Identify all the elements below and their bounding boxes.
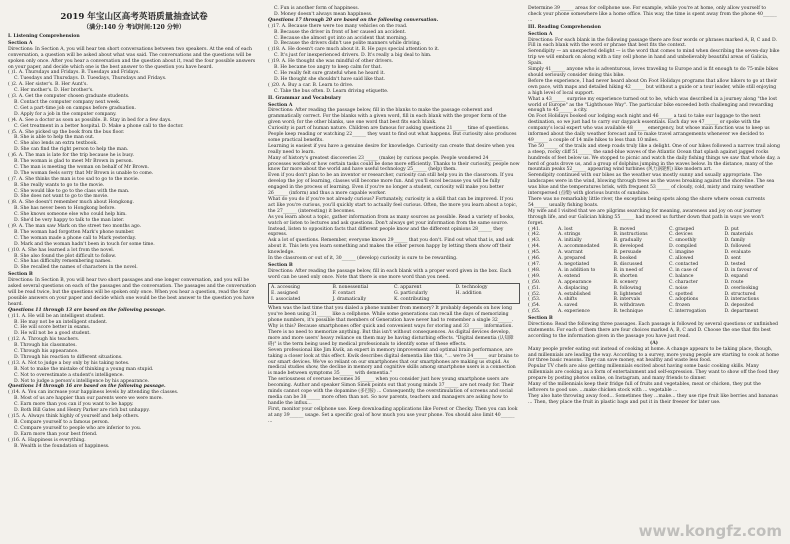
column-right <box>528 6 780 406</box>
cloze-option: D. route <box>724 279 744 285</box>
section-heading: Section B <box>8 272 33 278</box>
directions: Directions: In Section B, you will hear two short passages and one longer conversation, and you will be asked several questions on each of the passages and the conversation. The passages and the conversation will be read twice, but the questions will be spoken only once. When you hear a question, read the four possible answers on your paper and decide which one would be the best answer to the question you have heard. <box>8 278 257 307</box>
cloze-option: D. structured <box>724 291 756 297</box>
passage-paragraph: On Foot Holidays booked our lodging each night and 46______ a taxi to take our luggage to the next destination, so we just had to carry our daypack essentials. Each day we 47______ or spoke with the company's local expert who was available 48______ emergency, but whose main function was to keep us informed about the daily weather forecast and to make travel arrangements whenever we decided to 49______ a couple of 14 mile hikes to less than 10 miles. <box>528 114 770 143</box>
question: ( )19. A. He thought she was mindful of other drivers. <box>268 59 394 65</box>
cloze-option: D. department <box>724 309 759 315</box>
question: ( )7. A. She thinks the man is too sad to go to the movie. <box>8 176 140 182</box>
question: ( )5. A. She picked up the book from the bus floor. <box>8 129 125 135</box>
cloze-option: B. moved <box>613 226 636 232</box>
cloze-option: C. spotted <box>669 291 693 297</box>
cloze-option: D. family <box>724 238 746 244</box>
question: ( )11. A. He will be an intelligent student. <box>8 313 105 319</box>
passage-paragraph: When was the last time that you dialed a phone number from memory? It probably depends on how long you've been using 31______ like a cellphone. While some generations can recall the days of memorizing phone numbers, it's possible that members of Generation have never had to remember a single 32______. Why is this? Because smartphones offer quick and convenient ways for storing and 33______ information. <box>268 306 514 330</box>
option: C. Tuesdays and Thursdays. D. Tuesdays, Thursdays and Fridays. <box>14 76 167 82</box>
question: ( )8. A. She doesn't remember much about Hongkong. <box>8 200 134 206</box>
cloze-option: A. shifts <box>558 297 577 303</box>
cloze-option: A. lost <box>558 226 573 232</box>
section-heading: Section B <box>528 316 553 322</box>
cloze-option: D. interactions <box>724 297 759 303</box>
cloze-option: B. intervals <box>613 297 641 303</box>
question: ( )9. A. The man saw Mark on the street two months ago. <box>8 224 142 229</box>
option: D. She can find the right person to help the man. <box>14 147 129 153</box>
cloze-option: D. put <box>724 226 739 232</box>
cloze-question-number: ( )41. <box>528 226 541 232</box>
question: ( )1. A. Thursdays and Fridays. B. Tuesdays and Fridays. <box>8 70 140 76</box>
cloze-option: C. contacted <box>669 261 699 267</box>
passage-paragraph: Many of history's greatest discoveries 23______ (make) by curious people. People wondered 24______ processes worked or how certain tasks could be done more efficiently. Thanks to their curiosity, people now know far more about the world and have useful technology 25______ (help) them. <box>268 155 520 173</box>
word-box-item: G. particularly <box>394 290 428 296</box>
cloze-option: D. materials <box>724 232 753 238</box>
option: D. She does not want to go to the movie. <box>14 194 109 200</box>
cloze-question-number: ( )46. <box>528 256 541 262</box>
question: ( )3. A. Get the computer chosen graduate students. <box>8 94 130 100</box>
cloze-question-number: ( )49. <box>528 273 541 279</box>
cloze-question-number: ( )51. <box>528 285 541 291</box>
word-box-item: J. dramatically <box>332 296 367 302</box>
cloze-question-number: ( )47. <box>528 261 541 267</box>
option: D. Earn more than your best friend. <box>14 431 98 437</box>
passage-paragraph: Before the experience, I had never heard about On Foot Holidays programs that allow hikers to go at their own pace, with maps and detailed hiking 42______ but without a guide or a tour leader, while still enjoying a high level of local support. <box>528 78 777 96</box>
cloze-option: D. sent <box>724 256 741 262</box>
cloze-option: A. appearance <box>558 279 592 285</box>
cloze-question-number: ( )43. <box>528 238 541 244</box>
passage-paragraph: Many people prefer eating out instead of cooking at home. A change appears to be taking place, though, and millennials are leading the way. According to a survey, more young people are starting to cook at home for three basic reasons. They can save money, eat healthy and waste less food. <box>528 346 779 364</box>
option: B. Through his classmates. <box>14 343 77 349</box>
option: D. Apply for a job in the computer company. <box>14 111 117 117</box>
directions: Directions: For each blank in the following passage there are four words or phrases marked A, B, C and D. Fill in each blank with the word or phrase that best fits the context. <box>528 37 777 49</box>
option: D. Not to judge a person's intelligence by his appearance. <box>14 378 149 384</box>
passage-paragraph: Many of the millennials keep their fridge full of fruits and vegetables, meat or chicken, they put the leftovers to good use. ...make chicken stock with ... vegetable ... <box>528 382 761 393</box>
passage-paragraph: In the classroom or out of it, 30______ (develop) curiosity is sure to be rewarding. <box>268 256 458 262</box>
cloze-options-table <box>528 227 780 316</box>
passage-paragraph: They also hate throwing away food... Sometimes they ...make... they use ripe fruit like berries and bananas ... Then, they place the fruit in plastic bags and put it in their freezer for later use. <box>528 393 778 405</box>
cloze-option: B. lightened <box>613 291 642 297</box>
option: C. Because she almost got into an accident that morning. <box>274 35 408 41</box>
cloze-option: C. devices <box>669 232 693 238</box>
option: D. The woman feels sorry that Mr Brown is unable to come. <box>14 170 154 176</box>
column-middle <box>268 6 520 425</box>
passage-paragraph: Serendipity continued with our bikes as the weather was mostly sunny and usually appropriate. The landscapes were in the wind, blowing through trees as the waves breaking against the shoreline. The sea was blue and the temperatures brisk, with frequent 53______ of cloudy, cold, misty and rainy weather interspersed (点缀) with glorious bursts of sunshine. <box>528 173 775 197</box>
word-box-item: C. apparent <box>394 284 422 290</box>
watermark: www.kongfz.com <box>638 522 782 540</box>
exam-subtitle: （满分:140 分 考试时间:120 分钟） <box>83 24 185 31</box>
cloze-option: A. in addition to <box>558 267 596 273</box>
word-box-item: D. technology <box>455 284 488 290</box>
option: B. He may not be an intelligent student. <box>14 319 108 325</box>
cloze-option: D. tested <box>724 261 746 267</box>
option: D. She recalled the names of characters in the novel. <box>14 265 138 271</box>
option: C. It's just for inexperienced drivers. D. It's really a big deal to him. <box>274 53 432 59</box>
passage-paragraph: What a 43______ surprise my experience turned out to be, which was described in a journey along "the lost world of Europe" as the "Lighthouse Way". The particular bike exceeded both challenging and rewarding enough to 45______ a city. <box>528 96 778 114</box>
option: C. Get treatment in a better hospital. D. Make a phone call to the doctor. <box>14 123 184 129</box>
question: ( )18. A. He doesn't care much about it. B. He pays special attention to it. <box>268 47 440 53</box>
section-heading: Section B <box>268 262 293 268</box>
cloze-option: C. interrogation <box>669 309 707 315</box>
option: D. Mark and the woman hadn't been in touch for some time. <box>14 241 155 247</box>
passage-label: (A) <box>650 340 658 346</box>
option: C. She knows someone else who could help him. <box>14 212 127 218</box>
section-heading: I. Listening Comprehension <box>8 34 80 39</box>
question: ( )13. A. Not to judge a boy only by his taking notes. <box>8 360 130 366</box>
option: D. She'd be very happy to talk to the man later. <box>14 218 125 224</box>
passage-paragraph: My wife and I visited that we are pilgrims searching for meaning, awareness and joy on our journey through life, and our Galician hiking 55______ had moved us further down that path in ways we won't forget. <box>528 208 764 226</box>
option: D. He will not be a good student. <box>14 331 91 337</box>
word-box-item <box>456 297 518 303</box>
question: ( )12. A. Through his teachers. <box>8 337 80 343</box>
question: ( )20. A. Buy a car. B. Learn to drive. <box>268 82 354 88</box>
option: B. She has never been to Hongkong before. <box>14 206 116 212</box>
passage-paragraph: As you learn about a topic, gather information from as many sources as possible. Read a variety of books, watch or listen to lectures and ask questions. Don't always get your information from the same source. Instead, listen to opposition facts that different people know and the different opinions 28______ they express. <box>268 214 515 238</box>
cloze-option: B. booked <box>613 256 637 262</box>
passage-paragraph: Determine 39______ areas for cellphone use. For example, while you're at home, only allow yourself to check your phone somewhere like a home office. This way, the time is spent away from the phone 40______ ... <box>528 6 777 23</box>
passage-paragraph: There is no need to memorize anything. But this isn't without consequences. As digital devices develop, more and more users' heavy reliance on them may be having disturbing effects. "Digital dementia (认知障碍)" is the term being used by medical professionals to identify some of these effects. <box>268 330 514 347</box>
section-heading: Section A <box>8 40 33 46</box>
option: C. She has difficulty remembering names. <box>14 259 112 265</box>
passage-paragraph: Popular TV chefs are also getting millennials excited about having some basic cooking skills. Many millennials are cooking as a form of entertainment and self-expression. They want to show off the food they prepare by posting photos online, on Instagram, and many friends to dinner. <box>528 364 779 382</box>
cloze-question-number: ( )53. <box>528 297 541 303</box>
question: ( )2. A. Her sister's. B. Her Aunt's. <box>8 82 88 88</box>
option: C. He really felt sure grateful when he heard it. <box>274 70 385 76</box>
cloze-option: A. negotiated <box>558 261 590 267</box>
section-heading: II. Grammar and Vocabulary <box>268 95 342 101</box>
cloze-option: B. withdrawn <box>613 303 645 309</box>
passage-paragraph: Ask a lot of questions. Remember, everyone knows 29______ that you don't. Find out what that is, and ask about it. This lets you learn something and makes the other person happy by letting them show off their knowledge. <box>268 238 514 256</box>
cloze-option: B. scenery <box>613 279 638 285</box>
option: C. Through his appearance. <box>14 349 79 355</box>
cloze-option: B. technique <box>613 309 643 315</box>
cloze-question-number: ( )48. <box>528 267 541 273</box>
cloze-question-number: ( )45. <box>528 250 541 256</box>
option: C. She also lends an extra textbook. <box>14 141 98 147</box>
option: B. Wealth is the foundation of happiness. <box>14 443 110 449</box>
cloze-option: A. initially <box>558 238 582 244</box>
option: C. Fun is another form of happiness. <box>274 6 360 11</box>
cloze-option: B. instructions <box>613 232 648 238</box>
word-box-item: I. associated <box>271 296 301 302</box>
cloze-question-number: ( )55. <box>528 309 541 315</box>
question: ( )10. A. She has learned a lot from the novel. <box>8 247 115 253</box>
option: C. The man is meeting the woman on behalf of Mr Brown. <box>14 164 150 170</box>
question: ( )6. A. The man is late for the trip because he is busy. <box>8 153 134 159</box>
passage-paragraph: First, monitor your cellphone use. Keep downloading applications like Forest or Checky. Then you can look at any 39______ usage. Set a specific goal of how much you use your phone. You should also limit 40______ ... <box>268 406 518 424</box>
question: ( )4. A. See a doctor as soon as possible. B. Stay in bed for a few days. <box>8 117 172 123</box>
directions: Directions: In Section A, you will hear ten short conversations between two speakers. At the end of each conversation, a question will be asked about what was said. The conversations and the questions will be spoken only once. After you hear a conversation and the question about it, read the four possible answers on your paper, and decide which one is the best answer to the question you have heard. <box>8 46 256 70</box>
cloze-option: A. experience <box>558 309 590 315</box>
passage-paragraph: Curiosity is part of human nature. Children are famous for asking questions 21______ time of questions. People keep reading or watching 22______ they want to find out what happens. But curiosity also produces some practical benefits. <box>268 126 517 143</box>
option: B. She is able to help the man out. <box>14 135 95 141</box>
cloze-option: C. in case of <box>669 267 698 273</box>
word-box-item: B. nonessential <box>332 284 369 290</box>
option: D. He thought she shouldn't have said like that. <box>274 76 386 82</box>
cloze-option: A. saved <box>558 303 578 309</box>
cloze-option: B. gradually <box>613 238 642 244</box>
option: C. Not to overestimate a student's intelligence. <box>14 372 124 378</box>
cloze-option: A. prepared <box>558 256 586 262</box>
cloze-question-number: ( )54. <box>528 303 541 309</box>
cloze-option: C. smoothly <box>669 238 697 244</box>
cloze-option: C. frozen <box>669 303 691 309</box>
passage-paragraph: There was no remarkably little river, the exception being spots along the shore where ocean currents 54______ usually fishing boats. <box>528 197 765 208</box>
option: B. Not to make the mistake of thinking a young man stupid. <box>14 366 154 372</box>
cloze-option: A. displacing <box>558 285 589 291</box>
option: C. Take the bus often. D. Learn driving etiquette. <box>274 88 389 94</box>
question: ( )17. A. Because there were too many vehicles on the road. <box>268 23 408 29</box>
cloze-option: C. adoptions <box>669 297 699 303</box>
section-heading: III. Reading Comprehension <box>528 24 601 30</box>
cloze-question-number: ( )42. <box>528 232 541 238</box>
cloze-option: A. established <box>558 291 591 297</box>
cloze-option: A. accommodated <box>558 244 600 250</box>
cloze-option: A. extend <box>558 273 581 279</box>
word-box <box>268 283 520 305</box>
passage-paragraph: Simply 41______ anyone who is adventurous, loves traveling to Europe and is fit enough to do 75-mile bikes should seriously consider doing this bike. <box>528 67 779 78</box>
word-box-item: K. contributing <box>394 296 430 302</box>
passage-paragraph: Even if you don't plan to be an inventor or researcher, curiosity can still help you in the classroom. If you develop the joy of learning, classes will become more fun. And you'll excel because you will be fully engaged in the process of learning. Even if you're no longer a student, curiosity will make you better 26______ (inform) and thus a more capable worker. <box>268 173 514 197</box>
option: B. Contact the computer company next week. <box>14 99 121 105</box>
option: D. Through his reaction to different situations. <box>14 354 123 360</box>
cloze-option: C. grasped <box>669 226 695 232</box>
question: ( )16. A. Happiness is everything. <box>8 437 86 443</box>
cloze-option: D. deposited <box>724 303 754 309</box>
option: D. Because the drivers didn't use polite manners while driving. <box>274 41 422 47</box>
cloze-option: D. compiled <box>669 244 697 250</box>
column-left <box>8 6 260 449</box>
cloze-option: D. evaluate <box>724 250 751 256</box>
cloze-option: A. warrant <box>558 250 583 256</box>
word-box-item: A. accessing <box>271 284 300 290</box>
option: B. The woman is glad to meet Mr Brown in person. <box>14 159 134 165</box>
option: D. Both Bill Gates and Henry Parker are rich but unhappy. <box>14 408 150 414</box>
option: C. Her mother's. D. Her brother's. <box>14 88 94 94</box>
passage-paragraph: The seriousness of overuse becomes 36______ when you consider just how young smartphone users are becoming. Author and speaker Simon Sinek points out that young minds 37______ are not ready for. Their minds cannot cope with the dopamine (多巴胺) ... Consequently, the overstimulation of screens and social media can be 38______ more often than not. So now parents, teachers and managers are asking how to handle the influx... <box>268 377 515 406</box>
question-group-heading: Questions 17 through 20 are based on the following conversation. <box>268 17 439 23</box>
passage-paragraph: Learning is easiest if you have a genuine desire for knowledge. Curiosity can create that desire when you really need to learn. <box>268 143 515 155</box>
option: C. Compare yourself to people who are inferior to you. <box>14 425 142 431</box>
question-group-heading: Questions 11 through 13 are based on the following passage. <box>8 307 166 313</box>
option: B. Most of us are happier than our parents were we were more. <box>14 396 163 402</box>
cloze-option: C. character <box>669 279 698 285</box>
cloze-option: D. in favour of <box>724 267 758 273</box>
question: ( )14. A. You can increase your happiness levels by attending the classes. <box>8 390 179 396</box>
option: B. He became too angry to keep calm for that. <box>274 65 382 71</box>
cloze-option: C. allowed <box>669 256 694 262</box>
option: B. She also found the plot difficult to follow. <box>14 253 117 259</box>
cloze-option: C. balance <box>669 273 694 279</box>
question-group-heading: Questions 14 through 16 are based on the following passage. <box>8 384 166 390</box>
cloze-option: C. noise <box>669 285 688 291</box>
cloze-option: B. persuade <box>613 250 642 256</box>
directions: Directions: Read the following three passages. Each passage is followed by several questions or unfinished statements. For each of them there are four choices marked A, B, C and D. Choose the one that fits best according to the information given in the passage you have just read. <box>528 322 778 339</box>
section-heading: Section A <box>528 31 553 37</box>
option: B. Compare yourself to a famous person. <box>14 419 110 425</box>
cloze-option: B. shorten <box>613 273 638 279</box>
cloze-option: C. imagine <box>669 250 694 256</box>
cloze-option: A. strings <box>558 232 581 238</box>
option: D. Money doesn't always mean happiness. <box>274 11 373 17</box>
cloze-option: B. discussed <box>613 261 643 267</box>
option: C. The woman made a phone call to Mark yesterday. <box>14 235 137 241</box>
cloze-question-number: ( )50. <box>528 279 541 285</box>
cloze-option: B. following <box>613 285 642 291</box>
word-box-item: E. assigned <box>271 290 298 296</box>
cloze-option: D. overlooking <box>724 285 759 291</box>
cloze-option: D. expand <box>724 273 748 279</box>
cloze-option: B. developed <box>613 244 644 250</box>
passage-paragraph: Serendipity — an unexpected delight — is the word that comes to mind when describing the seven-day bike trip we will embark on along with a tiny cell phone in hand and unbelievably beautiful areas of Galicia, Spain. <box>528 49 780 67</box>
option: B. Because the driver in front of her caused an accident. <box>274 29 407 35</box>
section-heading: Section A <box>268 102 293 108</box>
cloze-option: D. followed <box>724 244 751 250</box>
option: B. She really wants to go to the movie. <box>14 182 105 188</box>
option: C. He will score better in exams. <box>14 325 91 331</box>
word-box-item: H. addition <box>455 290 482 296</box>
passage-paragraph: What do you do if you're not already curious? Fortunately, curiosity is a skill that can be improved. If you act like you're curious, you'll quickly start to actually feel curious. Often, the more you learn about a topic, the 27______ (interesting) it becomes. <box>268 197 518 214</box>
exam-title: 2019 年宝山区高考英语质量抽查试卷 <box>60 12 208 22</box>
directions: Directions: After reading the passage below, fill in each blank with a proper word given in the box. Each word can be used only once. Note that there is one more word than you need. <box>268 268 512 280</box>
word-box-item: F. contact <box>332 290 356 296</box>
option: B. The woman had forgotten Mark's phone number. <box>14 229 135 235</box>
passage-paragraph: The 50______ of the trails and steep roads truly like a delight. One of our hikes followed a narrow trail along a steep, rocky cliff 51______ the sand-blue waves of the Atlantic Ocean that splash against jagged rocks hundreds of feet below us. We stopped to picnic and watch the daily fishing things we saw that whole day, a herd of goats drove us, and a group of dolphins jumping in the waves below. In the distance, many of the mountain peaks 52______ appearing wind turbines (风力涡轮机) like modern art. <box>528 143 780 173</box>
question: ( )15. A. Always think highly of yourself and help others. <box>8 414 140 419</box>
cloze-question-number: ( )52. <box>528 291 541 297</box>
option: C. Get a part-time job on campus before graduation. <box>14 105 136 111</box>
passage-paragraph: Seven professional like Jim Kwik, an expert in memory improvement and optimal brain performance, are taking a closer look at this effect. Kwik describes digital dementia like this, "... we're 34______ our brains to our smart devices. We've so reliant on our smartphones that our smartphones are making us stupid. As medical studies show, the decline in memory and cognitive skills among smartphone users is a connection is made between symptoms 35______ with dementia." <box>268 347 519 377</box>
option: C. She would like to go to the class with the man. <box>14 188 130 194</box>
option: C. Earn more than you can if you want to be happy. <box>14 402 134 408</box>
cloze-option: B. in need of <box>613 267 643 273</box>
directions: Directions: After reading the passage below, fill in the blanks to make the passage coherent and grammatically correct. For the blanks with a given word, fill in each blank with the proper form of the given word; for the other blanks, use one word that best fits each blank. <box>268 108 507 126</box>
cloze-question-number: ( )44. <box>528 244 541 250</box>
